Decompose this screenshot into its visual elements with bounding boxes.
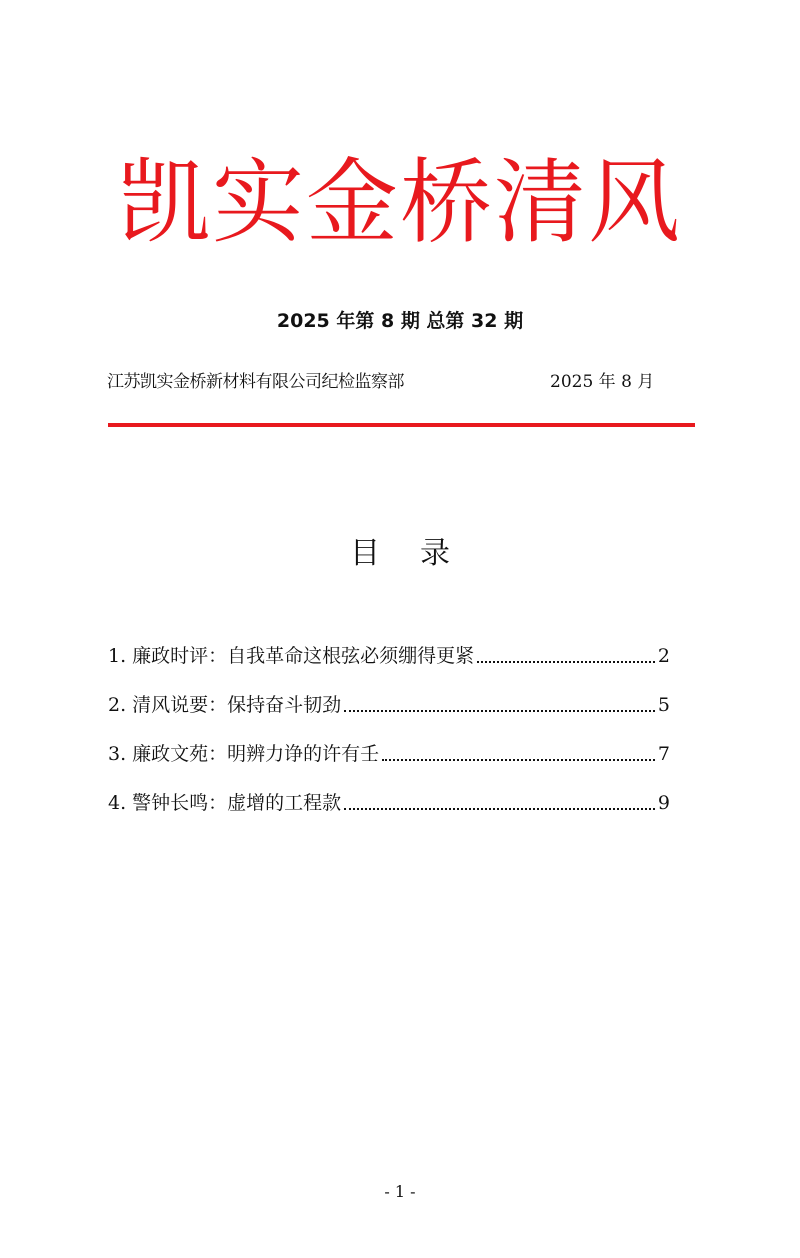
header-divider [108,423,695,427]
toc-entry-label: 3. 廉政文苑：明辨力诤的许有壬 [108,743,380,765]
toc-entry-page: 5 [657,694,670,716]
toc-entry-page: 9 [657,792,670,814]
toc-entry-2[interactable] [108,675,670,724]
toc-entry-label: 2. 清风说要：保持奋斗韧劲 [108,694,342,716]
masthead-title: 凯实金桥清风 [117,149,682,256]
toc-entry-3[interactable] [108,724,670,773]
toc-entry-1[interactable] [108,626,670,675]
publication-date: 2025 年 8 月 [550,372,655,392]
toc-entry-label: 4. 警钟长鸣：虚增的工程款 [108,792,342,814]
toc-entry-page: 2 [657,645,670,667]
table-of-contents [108,626,670,822]
toc-entry-page: 7 [657,743,670,765]
toc-heading-char-2: 录 [420,536,450,571]
toc-entry-4[interactable] [108,773,670,822]
toc-dot-leader [382,759,655,761]
toc-dot-leader [344,710,655,712]
toc-dot-leader [344,808,655,810]
organization-name: 江苏凯实金桥新材料有限公司纪检监察部 [107,372,404,392]
issue-line: 2025 年第 8 期 总第 32 期 [276,310,524,332]
page-number: - 1 - [384,1182,416,1201]
toc-heading [0,532,800,576]
toc-entry-label: 1. 廉政时评：自我革命这根弦必须绷得更紧 [108,645,475,667]
toc-heading-char-1: 目 [350,536,380,571]
toc-dot-leader [477,661,655,663]
